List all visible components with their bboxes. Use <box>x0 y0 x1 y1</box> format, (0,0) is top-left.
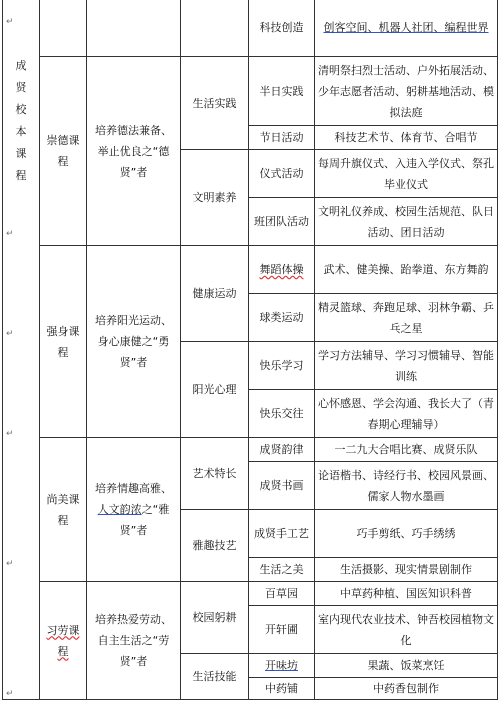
return-mark-icon: ↵ <box>6 689 14 699</box>
item-content: 论语楷书、诗经行书、校园风景画、儒家人物水墨画 <box>315 462 498 510</box>
group-name: 雅趣技艺 <box>181 510 249 582</box>
course-goal: 培养热爱劳动、自主生活之“劳贤”者 <box>87 582 181 700</box>
item-content: 文明礼仪养成、校园生活规范、队日活动、团日活动 <box>315 198 498 246</box>
title-char: 校 <box>15 103 27 116</box>
item-content: 中药香包制作 <box>315 678 498 700</box>
item-name: 成贤韵律 <box>249 438 315 462</box>
course-name: 强身课程 <box>40 246 87 438</box>
return-mark-icon: ↵ <box>6 229 14 239</box>
course-goal: 培养德法兼备、举止优良之“德贤”者 <box>87 57 181 246</box>
item-name: 中药铺 <box>249 678 315 700</box>
title-char: 本 <box>15 125 27 138</box>
course-goal: 培养阳光运动、身心康健之“勇贤”者 <box>87 246 181 438</box>
item-name: 成贤手工艺 <box>249 510 315 558</box>
curriculum-table <box>2 0 498 700</box>
item-name: 仪式活动 <box>249 150 315 198</box>
item-name: 百草园 <box>249 582 315 606</box>
item-content: 清明祭扫烈士活动、户外拓展活动、少年志愿者活动、躬耕基地活动、模拟法庭 <box>315 57 498 126</box>
item-name: 快乐交往 <box>249 390 315 438</box>
group-name: 文明素养 <box>181 150 249 246</box>
title-char: 成 <box>15 59 27 72</box>
group-name: 校园躬耕 <box>181 582 249 654</box>
group-cell-empty <box>181 0 249 57</box>
course-goal: 培养情趣高雅、人文韵浓之“雅贤”者 <box>87 438 181 582</box>
table-row <box>3 438 498 462</box>
title-vertical <box>6 55 36 187</box>
item-name: 快乐学习 <box>249 342 315 390</box>
group-name: 健康运动 <box>181 246 249 342</box>
course-name: 崇德课程 <box>40 57 87 246</box>
return-mark-icon: ↵ <box>6 329 14 339</box>
item-content: 果蔬、饭菜烹饪 <box>315 654 498 678</box>
item-name: 班团队活动 <box>249 198 315 246</box>
group-name: 阳光心理 <box>181 342 249 438</box>
item-content: 学习方法辅导、学习习惯辅导、智能训练 <box>315 342 498 390</box>
group-name: 生活实践 <box>181 57 249 150</box>
return-mark-icon: ↵ <box>6 17 14 27</box>
item-content: 生活摄影、现实情景剧制作 <box>315 558 498 582</box>
item-name: 球类运动 <box>249 294 315 342</box>
course-name: 习劳课程 <box>40 582 87 700</box>
item-content: 巧手剪纸、巧手绣绣 <box>315 510 498 558</box>
table-row <box>3 0 498 57</box>
title-char: 程 <box>15 169 27 182</box>
item-content: 一二九大合唱比赛、成贤乐队 <box>315 438 498 462</box>
item-name: 开轩圃 <box>249 606 315 654</box>
item-content: 创客空间、机器人社团、编程世界 <box>315 0 498 57</box>
item-name: 生活之美 <box>249 558 315 582</box>
group-name: 生活技能 <box>181 654 249 700</box>
item-name: 节日活动 <box>249 126 315 150</box>
item-content: 精灵篮球、奔跑足球、羽林争霸、乒乓之星 <box>315 294 498 342</box>
item-content: 武术、健美操、跆拳道、东方舞韵 <box>315 246 498 294</box>
title-cell <box>3 0 40 700</box>
course-cell-empty <box>40 0 87 57</box>
table-row <box>3 582 498 606</box>
item-content: 中草药种植、国医知识科普 <box>315 582 498 606</box>
table-row <box>3 57 498 126</box>
return-mark-icon: ↵ <box>6 559 14 569</box>
item-content: 室内现代农业技术、钟吾校园植物文化 <box>315 606 498 654</box>
table-row <box>3 246 498 294</box>
title-char: 贤 <box>15 81 27 94</box>
item-name: 成贤书画 <box>249 462 315 510</box>
item-content: 心怀感恩、学会沟通、我长大了（青春期心理辅导） <box>315 390 498 438</box>
goal-cell-empty <box>87 0 181 57</box>
item-name: 舞蹈体操 <box>249 246 315 294</box>
course-name: 尚美课程 <box>40 438 87 582</box>
item-content: 每周升旗仪式、入违入学仪式、祭孔毕业仪式 <box>315 150 498 198</box>
item-name: 开味坊 <box>249 654 315 678</box>
item-name: 科技创造 <box>249 0 315 57</box>
group-name: 艺术特长 <box>181 438 249 510</box>
item-content: 科技艺术节、体育节、合唱节 <box>315 126 498 150</box>
item-name: 半日实践 <box>249 57 315 126</box>
return-mark-icon: ↵ <box>6 429 14 439</box>
title-char: 课 <box>15 147 27 160</box>
